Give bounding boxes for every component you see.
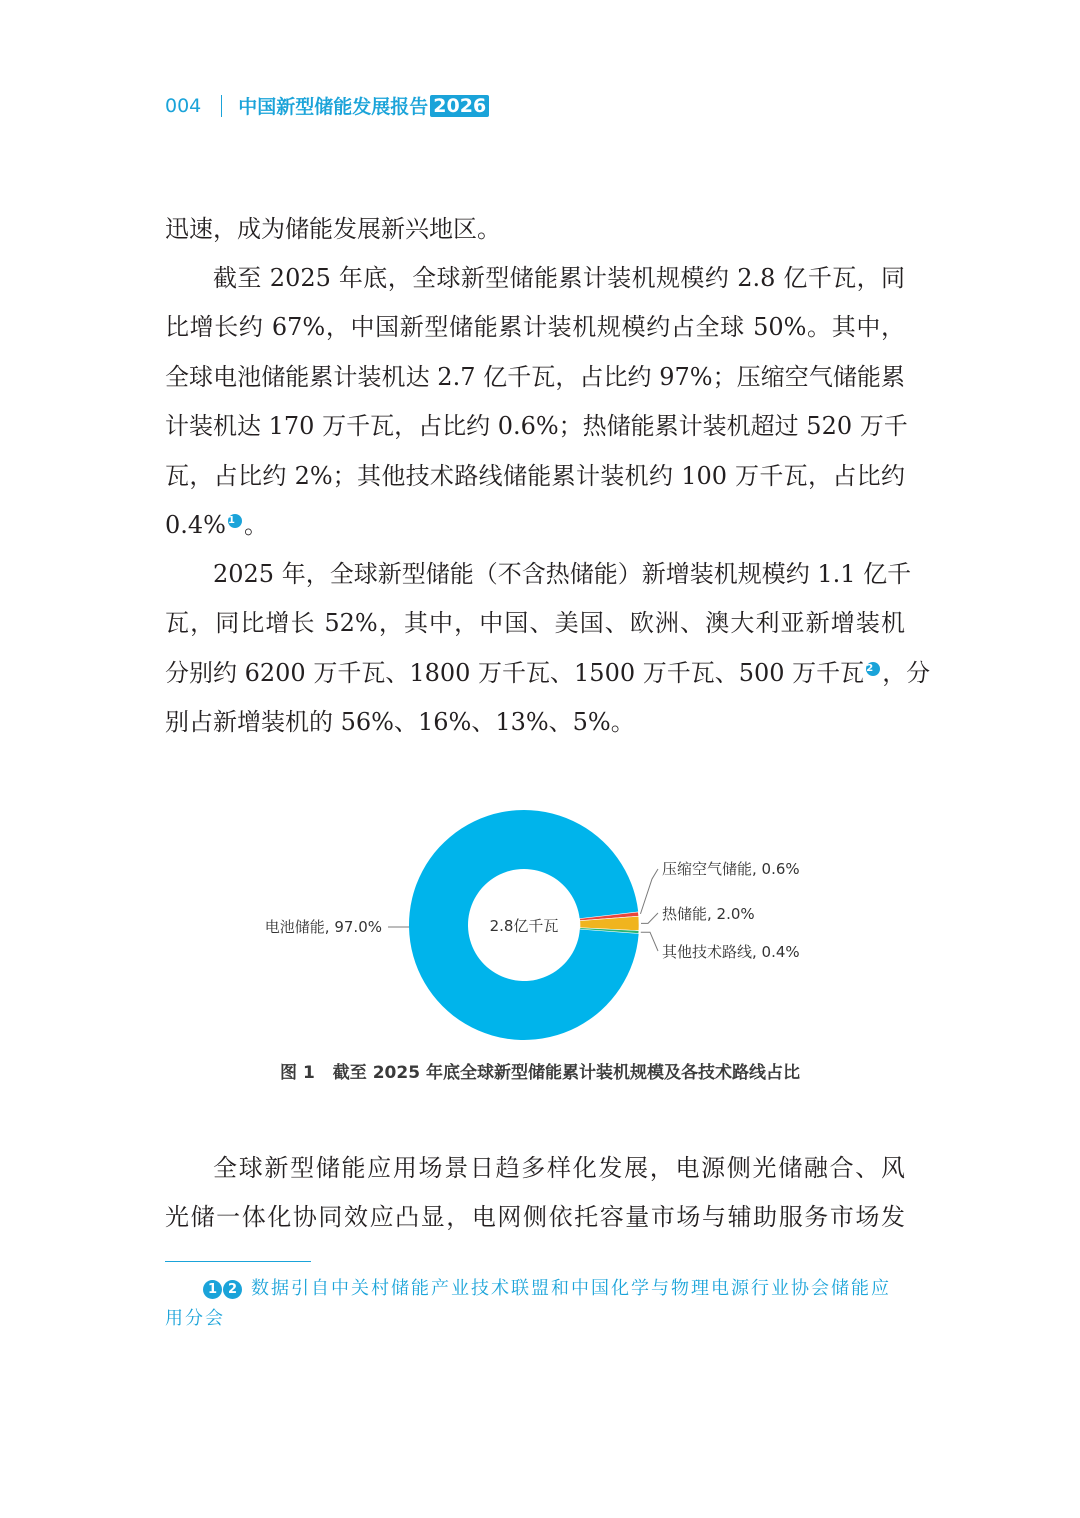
slice-label-compressed-air: 压缩空气储能, 0.6% [662,860,800,878]
paragraph-1 [165,254,908,550]
text-fragment: 。 [243,511,268,540]
report-title: 中国新型储能发展报告 [238,96,429,118]
footnote-badge-2: 2 [223,1280,242,1299]
text-line: 比增长约 67%，中国新型储能累计装机规模约占全球 50%。其中， [165,313,905,342]
slice-label-other: 其他技术路线, 0.4% [662,943,800,961]
page-number: 004 [165,94,202,117]
footnote-ref-2[interactable]: 2 [866,662,880,676]
text-line: 全球电池储能累计装机达 2.7 亿千瓦，占比约 97%；压缩空气储能累 [165,362,905,391]
footnote-ref-1[interactable]: 1 [228,514,242,528]
header-divider [221,95,222,117]
text-fragment: ，分 [882,658,931,687]
chart-center-label: 2.8亿千瓦 [489,917,559,935]
footnote-badges [203,1274,243,1304]
text-line [165,501,905,550]
paragraph-2 [165,550,931,748]
figure-number: 图 1 [280,1063,315,1083]
text-line: 全球新型储能应用场景日趋多样化发展，电源侧光储融合、风 [213,1154,905,1182]
leader-thermal [641,913,658,923]
page-header [165,92,489,119]
text-line: 瓦，同比增长 52%，其中，中国、美国、欧洲、澳大利亚新增装机 [165,609,905,638]
text-line: 光储一体化协同效应凸显，电网侧依托容量市场与辅助服务市场发 [165,1203,905,1232]
paragraph-0 [165,205,905,254]
figure-caption-text: 截至 2025 年底全球新型储能累计装机规模及各技术路线占比 [332,1063,800,1083]
leader-compressed-air [640,869,658,914]
slice-label-battery: 电池储能, 97.0% [264,918,382,936]
text-line [165,649,931,698]
text-line: 截至 2025 年底，全球新型储能累计装机规模约 2.8 亿千瓦，同 [213,264,905,292]
donut-chart [240,800,840,1050]
text-line: 计装机达 170 万千瓦，占比约 0.6%；热储能累计装机超过 520 万千 [165,412,908,441]
slice-label-thermal: 热储能, 2.0% [662,905,755,923]
text-fragment: 0.4% [165,511,226,540]
report-year: 2026 [430,95,489,117]
text-line: 迅速，成为储能发展新兴地区。 [165,215,501,243]
text-line: 瓦，占比约 2%；其他技术路线储能累计装机约 100 万千瓦，占比约 [165,461,905,490]
footnote-badge-1: 1 [203,1280,222,1299]
figure-caption [0,1058,1080,1083]
text-line: 别占新增装机的 56%、16%、13%、5%。 [165,708,635,737]
text-line: 2025 年，全球新型储能（不含热储能）新增装机规模约 1.1 亿千 [213,560,912,588]
text-fragment: 分别约 6200 万千瓦、1800 万千瓦、1500 万千瓦、500 万千瓦 [165,658,865,687]
footnote [165,1274,905,1334]
footnote-rule [165,1261,311,1262]
paragraph-3 [165,1144,905,1243]
footnote-text: 数据引自中关村储能产业技术联盟和中国化学与物理电源行业协会储能应用分会 [165,1278,891,1329]
leader-other [641,932,658,951]
